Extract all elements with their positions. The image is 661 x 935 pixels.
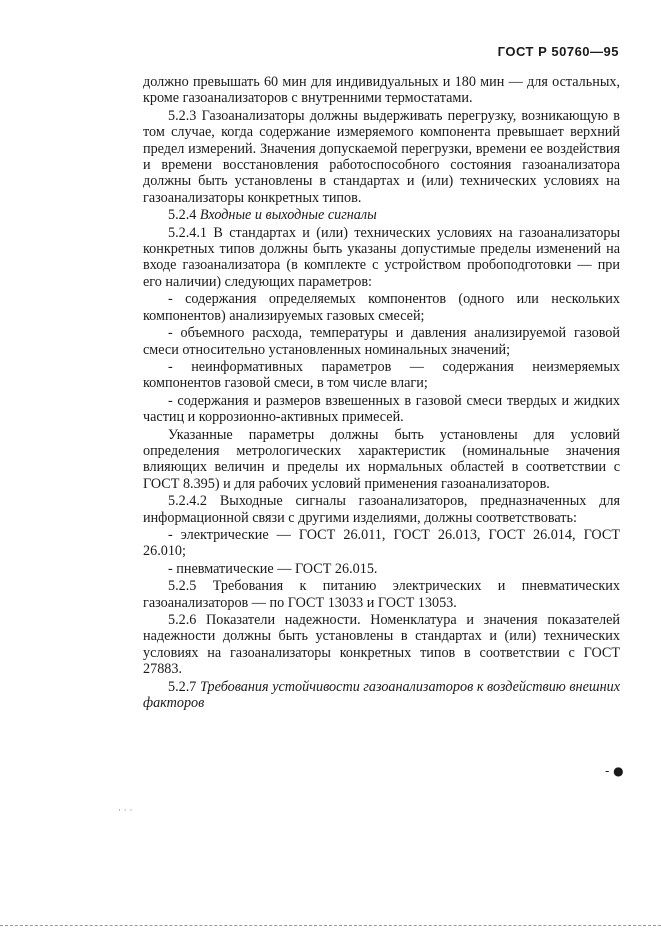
heading-5-2-4-title: Входные и выходные сигналы	[199, 207, 377, 224]
heading-5-2-4-number: 5.2.4	[168, 207, 200, 224]
scan-artifact-mark: · · ·	[118, 806, 133, 816]
bottom-edge-line	[0, 925, 661, 926]
heading-5-2-7-number: 5.2.7	[168, 678, 200, 695]
paragraph-5-2-6: 5.2.6 Показатели надежности. Номенклатура и значения показателей надежности должны быть установлены в стандартах и (или) технических условиях на газоанализаторы конкретных типов в соответствии с ГОСТ 27883.	[143, 612, 620, 678]
list-item: - неинформативных параметров — содержания неизмеряемых компонентов газовой смеси, в том числе влаги;	[143, 358, 620, 392]
paragraph-5-2-4-1: 5.2.4.1 В стандартах и (или) технических условиях на газоанализаторы конкретных типов должны быть указаны допустимые пределы изменений на входе газоанализатора (в комплекте с устройством пробоподготовки — при его наличии) следующих параметров:	[143, 224, 620, 290]
paragraph-5-2-3: 5.2.3 Газоанализаторы должны выдерживать перегрузку, возникающую в том случае, когда содержание измеряемого компонента превышает верхний предел измерений. Значения допускаемой перегрузки, времени ее воздействия и времени восстановления работоспособного состояния газоанализатора должны быть установлены в стандартах и (или) технических условиях на газоанализаторы конкретных типов.	[143, 107, 620, 206]
list-item: - электрические — ГОСТ 26.011, ГОСТ 26.013, ГОСТ 26.014, ГОСТ 26.010;	[143, 526, 620, 560]
document-header: ГОСТ Р 50760—95	[497, 44, 619, 59]
list-item: - объемного расхода, температуры и давления анализируемой газовой смеси относительно установленных номинальных значений;	[143, 325, 620, 358]
list-item: - содержания и размеров взвешенных в газовой смеси твердых и жидких частиц и коррозионно-активных примесей.	[143, 392, 620, 426]
document-body	[143, 74, 620, 712]
paragraph-5-2-5: 5.2.5 Требования к питанию электрических и пневматических газоанализаторов — по ГОСТ 13033 и ГОСТ 13053.	[143, 578, 620, 611]
continuation-mark: - ●	[605, 764, 624, 778]
list-item: - содержания определяемых компонентов (одного или нескольких компонентов) анализируемых газовых смесей;	[143, 291, 620, 324]
paragraph-continuation: должно превышать 60 мин для индивидуальных и 180 мин — для остальных, кроме газоанализаторов с внутренними термостатами.	[143, 74, 620, 107]
heading-5-2-7-title: Требования устойчивости газоанализаторов к воздействию внешних факторов	[143, 678, 620, 712]
heading-5-2-7	[143, 679, 620, 712]
paragraph-conditions: Указанные параметры должны быть установлены для условий определения метрологических характеристик (номинальные значения влияющих величин и пределы их нормальных областей в соответствии с ГОСТ 8.395) и для рабочих условий применения газоанализаторов.	[143, 426, 620, 492]
heading-5-2-4	[143, 207, 620, 223]
paragraph-5-2-4-2: 5.2.4.2 Выходные сигналы газоанализаторов, предназначенных для информационной связи с другими изделиями, должны соответствовать:	[143, 493, 620, 526]
list-item: - пневматические — ГОСТ 26.015.	[168, 560, 378, 577]
